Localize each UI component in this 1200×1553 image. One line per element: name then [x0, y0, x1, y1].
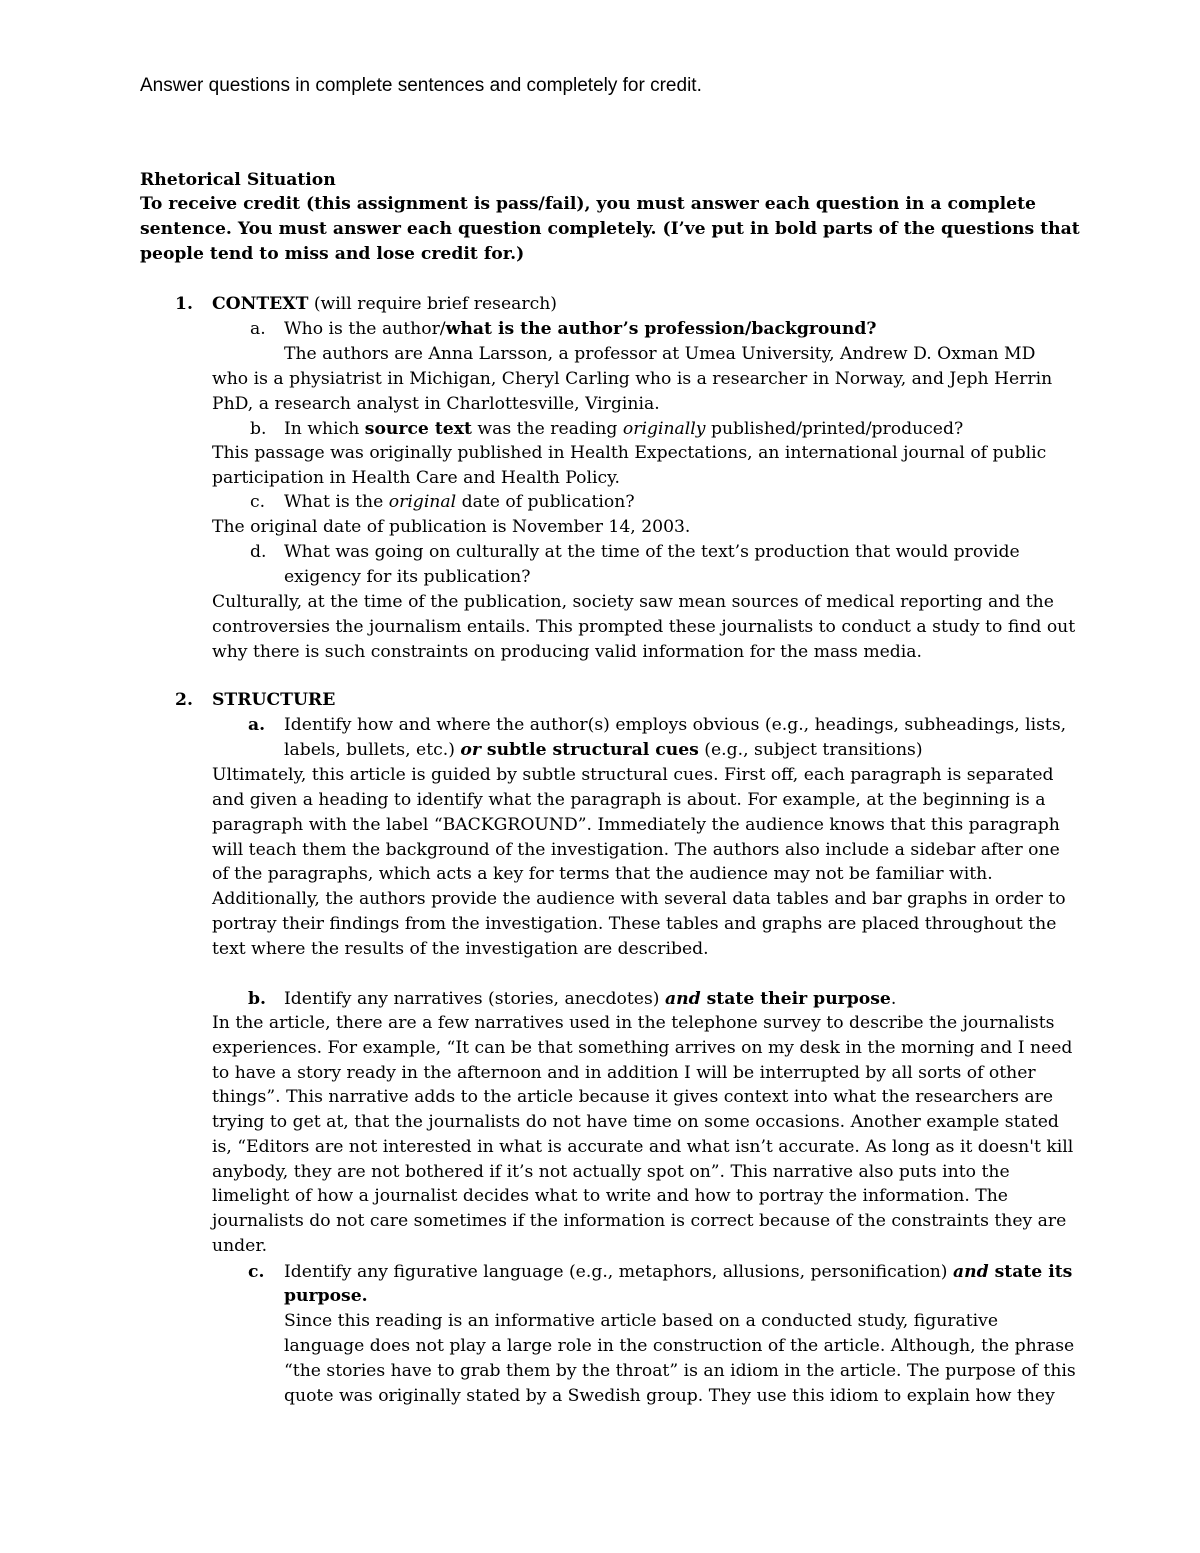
q1b-answer-line: participation in Health Care and Health Policy. — [212, 468, 620, 488]
q2a-answer-line: portray their findings from the investigation. These tables and graphs are placed throughout the — [212, 914, 1057, 934]
q2a-answer-line: Ultimately, this article is guided by subtle structural cues. First off, each paragraph is separated — [212, 765, 1054, 785]
q2b-answer-line: trying to get at, that the journalists do not have time on some occasions. Another example stated — [212, 1112, 1059, 1132]
q2c-prompt-bold-italic: and — [952, 1262, 989, 1282]
section-title: Rhetorical Situation — [140, 170, 336, 190]
q1c-prompt-text: date of publication? — [456, 492, 635, 512]
q1b-prompt-bold: source text — [364, 419, 472, 439]
q2a-prompt-bold: subtle structural cues — [480, 740, 699, 760]
q1a-prompt-text: Who is the author/ — [284, 319, 446, 339]
q2a-answer-line: Additionally, the authors provide the audience with several data tables and bar graphs in order to — [212, 889, 1066, 909]
q1b-prompt-text: was the reading — [471, 419, 623, 439]
q2b-answer-line: is, “Editors are not interested in what is accurate and what isn’t accurate. As long as it doesn't kill — [212, 1137, 1074, 1157]
q1-heading-line — [212, 292, 557, 316]
q1d-marker: d. — [250, 542, 267, 562]
q2c-prompt-text: Identify any figurative language (e.g., metaphors, allusions, personification) — [284, 1262, 953, 1282]
instructions-line: sentence. You must answer each question completely. (I’ve put in bold parts of the questions that — [140, 219, 1080, 239]
q1d-answer-line: controversies the journalism entails. This prompted these journalists to conduct a study to find out — [212, 617, 1076, 637]
q2a-answer-line: text where the results of the investigation are described. — [212, 939, 709, 959]
q1c-prompt-italic: original — [388, 492, 457, 512]
q2b-prompt — [284, 987, 896, 1011]
q1b-marker: b. — [250, 419, 267, 439]
q2c-marker: c. — [248, 1262, 265, 1282]
q2c-prompt-bold: state its — [988, 1262, 1073, 1282]
q2b-answer-line: experiences. For example, “It can be that something arrives on my desk in the morning and I need — [212, 1038, 1073, 1058]
q1a-prompt — [284, 317, 876, 341]
q1c-answer-line: The original date of publication is November 14, 2003. — [212, 517, 691, 537]
q2b-answer-line: journalists do not care sometimes if the information is correct because of the constraints they are — [212, 1211, 1067, 1231]
q2b-answer-line: under. — [212, 1236, 268, 1256]
q2c-prompt-bold: purpose. — [284, 1286, 368, 1306]
q2a-prompt-line: Identify how and where the author(s) employs obvious (e.g., headings, subheadings, lists, — [284, 715, 1067, 735]
instructions-line: To receive credit (this assignment is pass/fail), you must answer each question in a complete — [140, 194, 1036, 214]
q2c-answer-line: quote was originally stated by a Swedish group. They use this idiom to explain how they — [284, 1386, 1055, 1406]
q2a-prompt-text: (e.g., subject transitions) — [698, 740, 923, 760]
q2-heading: STRUCTURE — [212, 690, 336, 710]
instructions-line: people tend to miss and lose credit for.) — [140, 244, 525, 264]
q1b-prompt-text: In which — [284, 419, 365, 439]
q2c-answer-line: “the stories have to grab them by the throat” is an idiom in the article. The purpose of this — [284, 1361, 1076, 1381]
q2a-marker: a. — [248, 715, 266, 735]
q1b-prompt-italic: originally — [622, 419, 706, 439]
q2a-answer-line: paragraph with the label “BACKGROUND”. Immediately the audience knows that this paragraph — [212, 815, 1060, 835]
header-note: Answer questions in complete sentences and completely for credit. — [140, 75, 702, 96]
q1a-answer-line: who is a physiatrist in Michigan, Cheryl Carling who is a researcher in Norway, and Jeph Herrin — [212, 369, 1053, 389]
q2b-prompt-text: . — [890, 989, 897, 1009]
q2b-marker: b. — [248, 989, 267, 1009]
q1b-answer-line: This passage was originally published in Health Expectations, an international journal of public — [212, 443, 1047, 463]
q1-heading: CONTEXT — [212, 294, 309, 314]
q1c-marker: c. — [250, 492, 266, 512]
q1c-prompt-text: What is the — [284, 492, 389, 512]
q2b-answer-line: In the article, there are a few narratives used in the telephone survey to describe the journalists — [212, 1013, 1055, 1033]
q2a-answer-line: and given a heading to identify what the paragraph is about. For example, at the beginning is a — [212, 790, 1046, 810]
q2c-prompt — [284, 1260, 1072, 1284]
q2-number: 2. — [175, 690, 193, 710]
q2b-prompt-bold-italic: and — [664, 989, 701, 1009]
q1b-prompt-text: published/printed/produced? — [705, 419, 964, 439]
q2a-prompt-line — [284, 738, 923, 762]
q1a-marker: a. — [250, 319, 266, 339]
q1a-prompt-bold: what is the author’s profession/background? — [445, 319, 877, 339]
q1-number: 1. — [175, 294, 193, 314]
q2b-prompt-text: Identify any narratives (stories, anecdotes) — [284, 989, 665, 1009]
q1a-answer-line: PhD, a research analyst in Charlottesville, Virginia. — [212, 394, 660, 414]
q1c-prompt — [284, 490, 635, 514]
q2b-answer-line: to have a story ready in the afternoon and in addition I will be interrupted by all sorts of other — [212, 1063, 1036, 1083]
q1d-prompt-line: What was going on culturally at the time of the text’s production that would provide — [284, 542, 1020, 562]
q1a-answer-line: The authors are Anna Larsson, a professor at Umea University, Andrew D. Oxman MD — [284, 344, 1036, 364]
q1-note: (will require brief research) — [308, 294, 557, 314]
q2b-answer-line: limelight of how a journalist decides what to write and how to portray the information. The — [212, 1186, 1008, 1206]
q2c-answer-line: language does not play a large role in the construction of the article. Although, the phrase — [284, 1336, 1075, 1356]
q1d-prompt-line: exigency for its publication? — [284, 567, 531, 587]
q2c-answer-line: Since this reading is an informative article based on a conducted study, figurative — [284, 1311, 999, 1331]
q2a-prompt-bold-italic: or — [460, 740, 481, 760]
q2b-prompt-bold: state their purpose — [700, 989, 891, 1009]
q2a-prompt-text: labels, bullets, etc.) — [284, 740, 461, 760]
q2a-answer-line: of the paragraphs, which acts a key for terms that the audience may not be familiar with. — [212, 864, 993, 884]
q2b-answer-line: anybody, they are not bothered if it’s not actually spot on”. This narrative also puts into the — [212, 1162, 1010, 1182]
q1d-answer-line: Culturally, at the time of the publication, society saw mean sources of medical reporting and the — [212, 592, 1054, 612]
q1b-prompt — [284, 417, 963, 441]
q1d-answer-line: why there is such constraints on producing valid information for the mass media. — [212, 642, 923, 662]
q2b-answer-line: things”. This narrative adds to the article because it gives context into what the researchers are — [212, 1087, 1054, 1107]
q2a-answer-line: will teach them the background of the investigation. The authors also include a sidebar after one — [212, 840, 1060, 860]
